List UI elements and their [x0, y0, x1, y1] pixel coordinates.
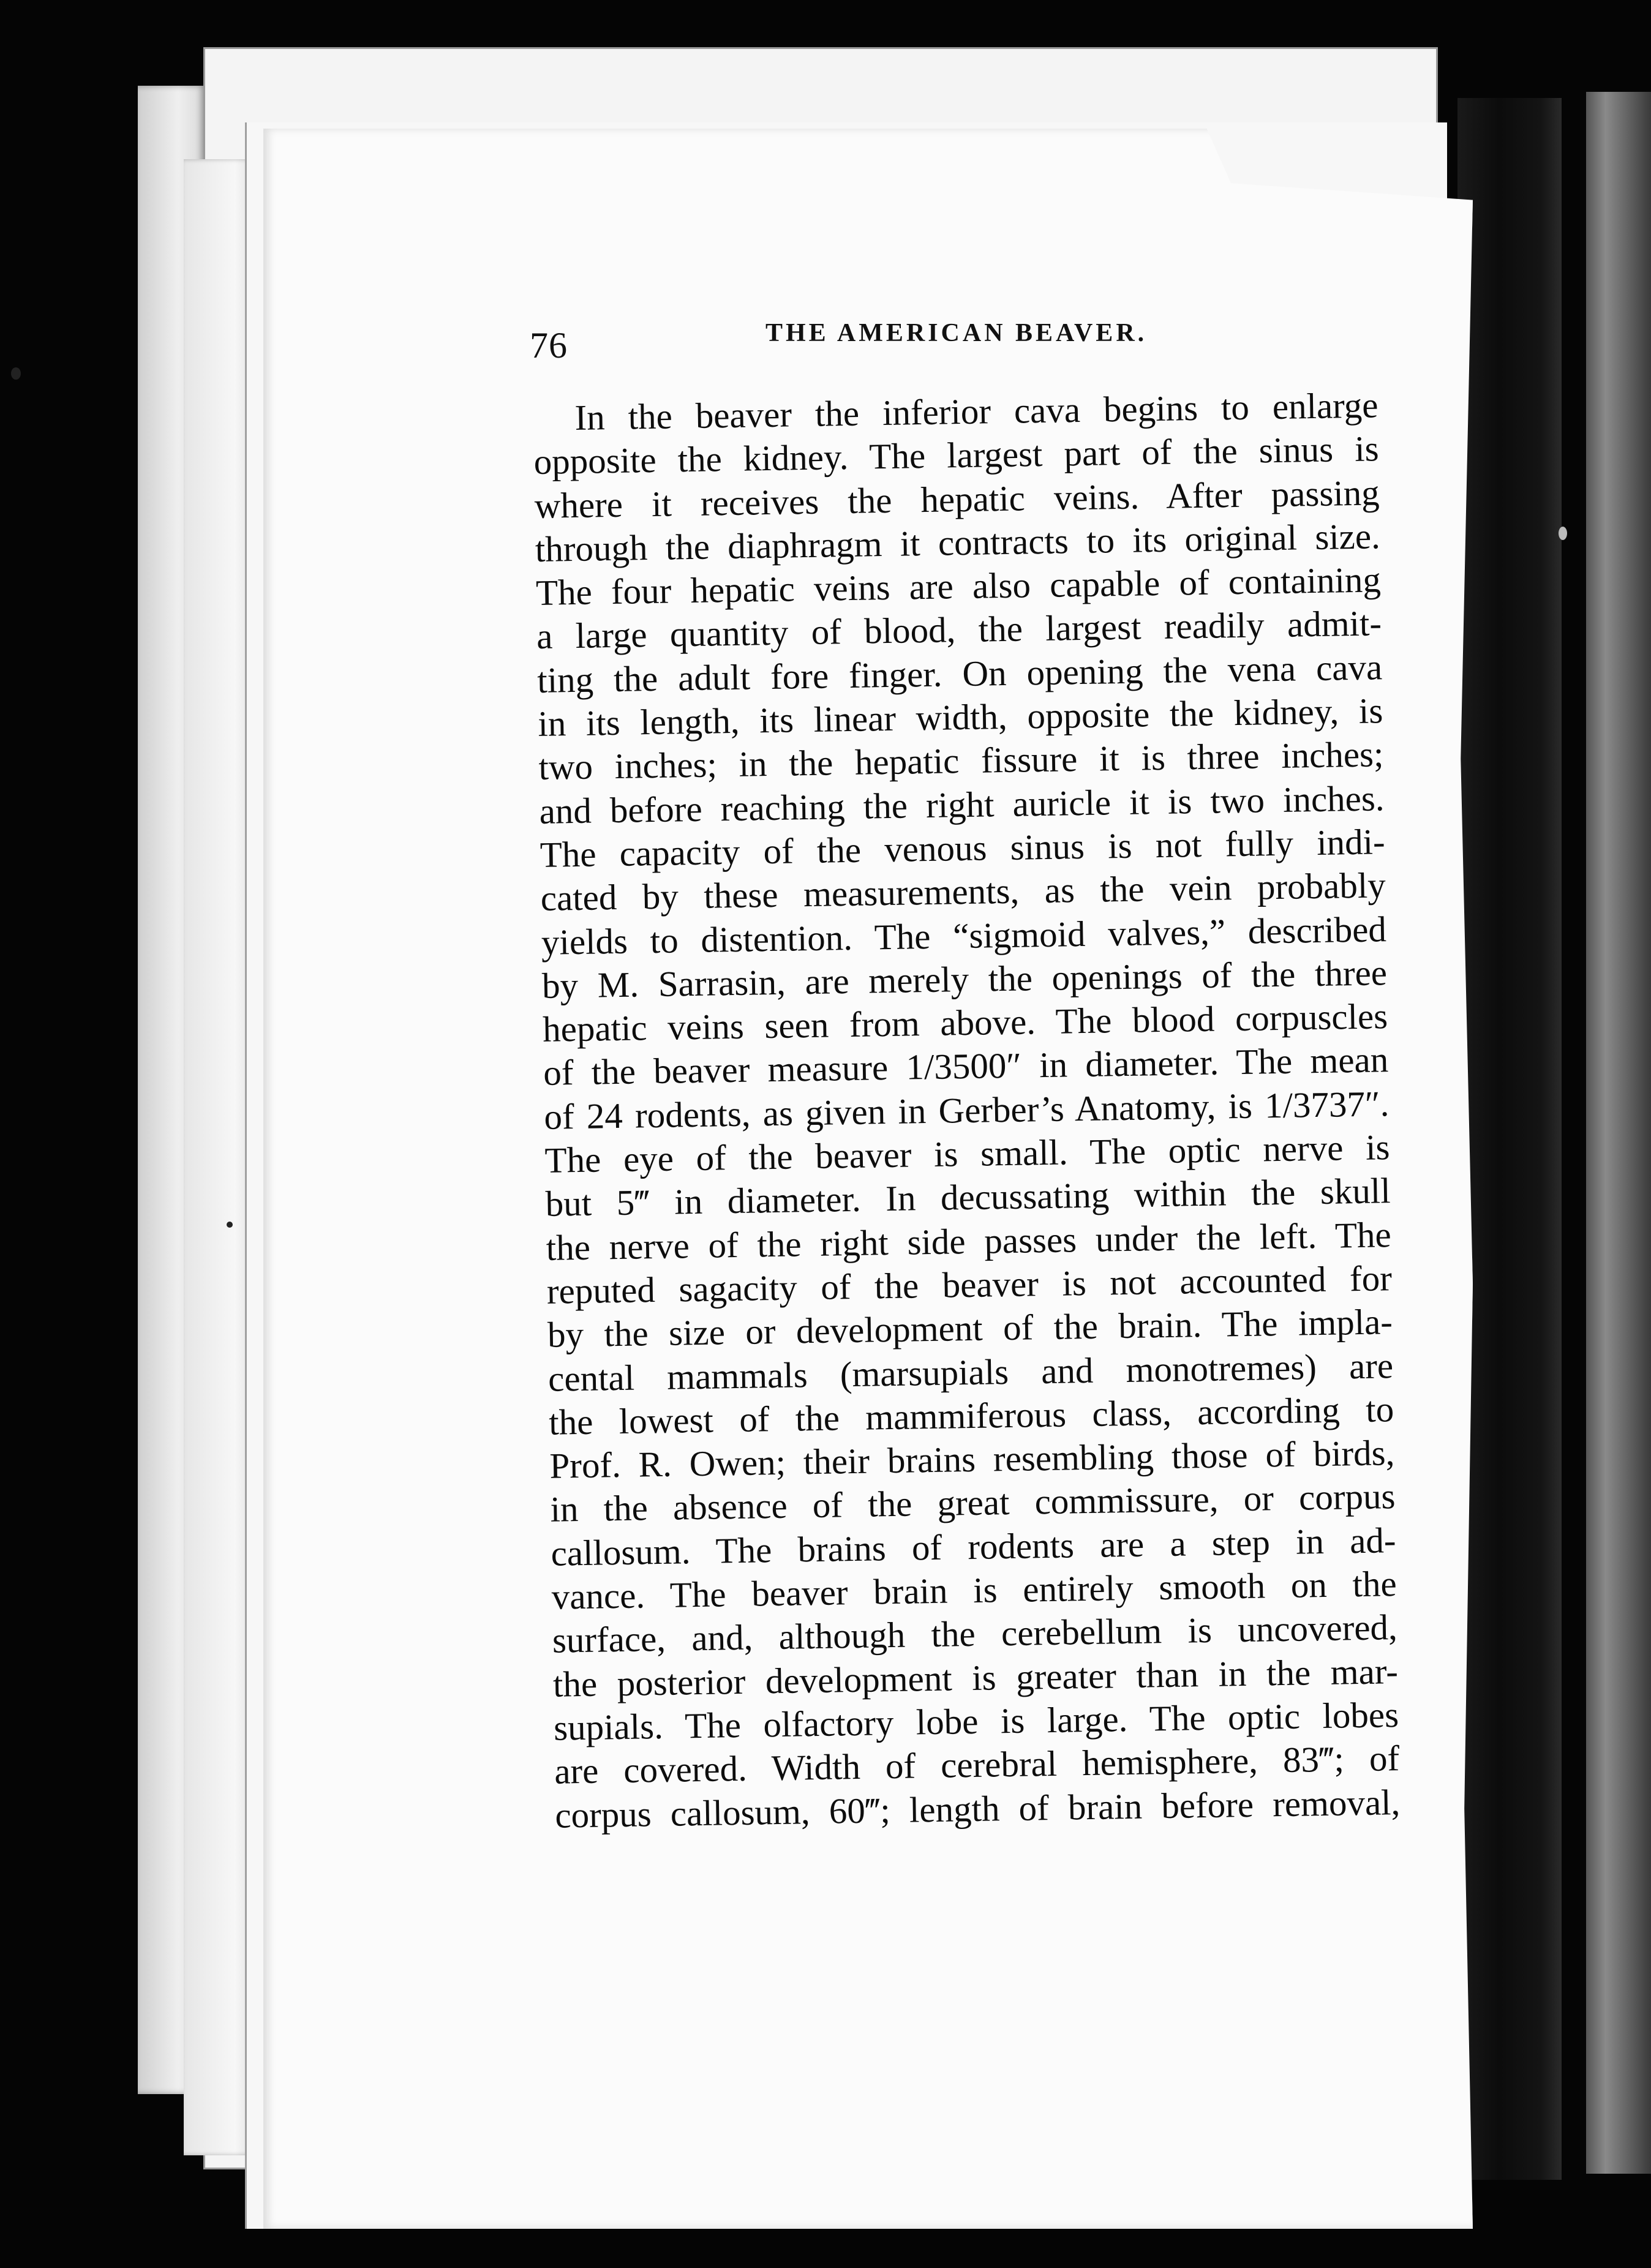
text-line: and before reaching the right auricle it is two inches. — [539, 777, 1385, 832]
text-line: cental mammals (marsupials and monotremes) are — [547, 1345, 1394, 1399]
text-line: of 24 rodents, as given in Gerber’s Anatomy, is 1/3737″. — [543, 1083, 1390, 1137]
text-line: are covered. Width of cerebral hemisphere, 83‴; of — [554, 1738, 1400, 1792]
dust-speck — [1559, 527, 1567, 540]
binding-strip — [1586, 92, 1651, 2174]
book-gutter-shadow — [1457, 98, 1562, 2180]
text-line: hepatic veins seen from above. The blood corpuscles — [542, 996, 1388, 1050]
text-line: but 5‴ in diameter. In decussating within the skull — [545, 1170, 1391, 1225]
text-line: opposite the kidney. The largest part of the sinus is — [533, 428, 1380, 483]
text-line: The four hepatic veins are also capable of containing — [535, 559, 1382, 614]
text-line: where it receives the hepatic veins. After passing — [534, 471, 1380, 526]
text-line: by the size or development of the brain. The impla- — [547, 1301, 1393, 1356]
text-line: two inches; in the hepatic fissure it is three inches; — [538, 734, 1384, 788]
text-line: in the absence of the great commissure, or corpus — [550, 1476, 1396, 1530]
text-line: vance. The beaver brain is entirely smooth on the — [551, 1563, 1397, 1617]
text-line: the lowest of the mammiferous class, according to — [548, 1388, 1394, 1443]
text-line: reputed sagacity of the beaver is not accounted for — [546, 1258, 1393, 1312]
text-line: the nerve of the right side passes under the left. The — [546, 1214, 1392, 1268]
dust-speck — [11, 367, 21, 380]
text-line: supials. The olfactory lobe is large. The optic lobes — [553, 1694, 1399, 1748]
text-line: by M. Sarrasin, are merely the openings of the three — [541, 952, 1388, 1006]
running-head: THE AMERICAN BEAVER. — [765, 319, 1148, 347]
text-line: in its length, its linear width, opposite the kidney, is — [537, 690, 1383, 745]
text-line: a large quantity of blood, the largest readily admit- — [536, 603, 1382, 657]
text-line: through the diaphragm it contracts to its original size. — [535, 516, 1381, 569]
text-line: yields to distention. The “sigmoid valves,” described — [541, 908, 1387, 963]
text-line: cated by these measurements, as the vein probably — [540, 865, 1386, 919]
text-line: corpus callosum, 60‴; length of brain before removal, — [554, 1781, 1401, 1836]
text-line: Prof. R. Owen; their brains resembling those of birds, — [549, 1432, 1395, 1486]
text-line: The capacity of the venous sinus is not fully indi- — [540, 821, 1386, 875]
text-line: In the beaver the inferior cava begins to enlarge — [574, 385, 1378, 438]
body-paragraph — [533, 383, 1401, 1837]
text-line: The eye of the beaver is small. The optic nerve is — [544, 1127, 1390, 1181]
dust-speck — [227, 1222, 233, 1228]
text-line: of the beaver measure 1/3500″ in diameter. The mean — [543, 1039, 1389, 1094]
text-line: ting the adult fore finger. On opening the vena cava — [536, 647, 1383, 700]
text-line: callosum. The brains of rodents are a step in ad- — [551, 1519, 1397, 1574]
text-line: the posterior development is greater than in the mar- — [552, 1650, 1399, 1705]
page-number: 76 — [530, 325, 568, 366]
text-line: surface, and, although the cerebellum is uncovered, — [552, 1607, 1398, 1661]
